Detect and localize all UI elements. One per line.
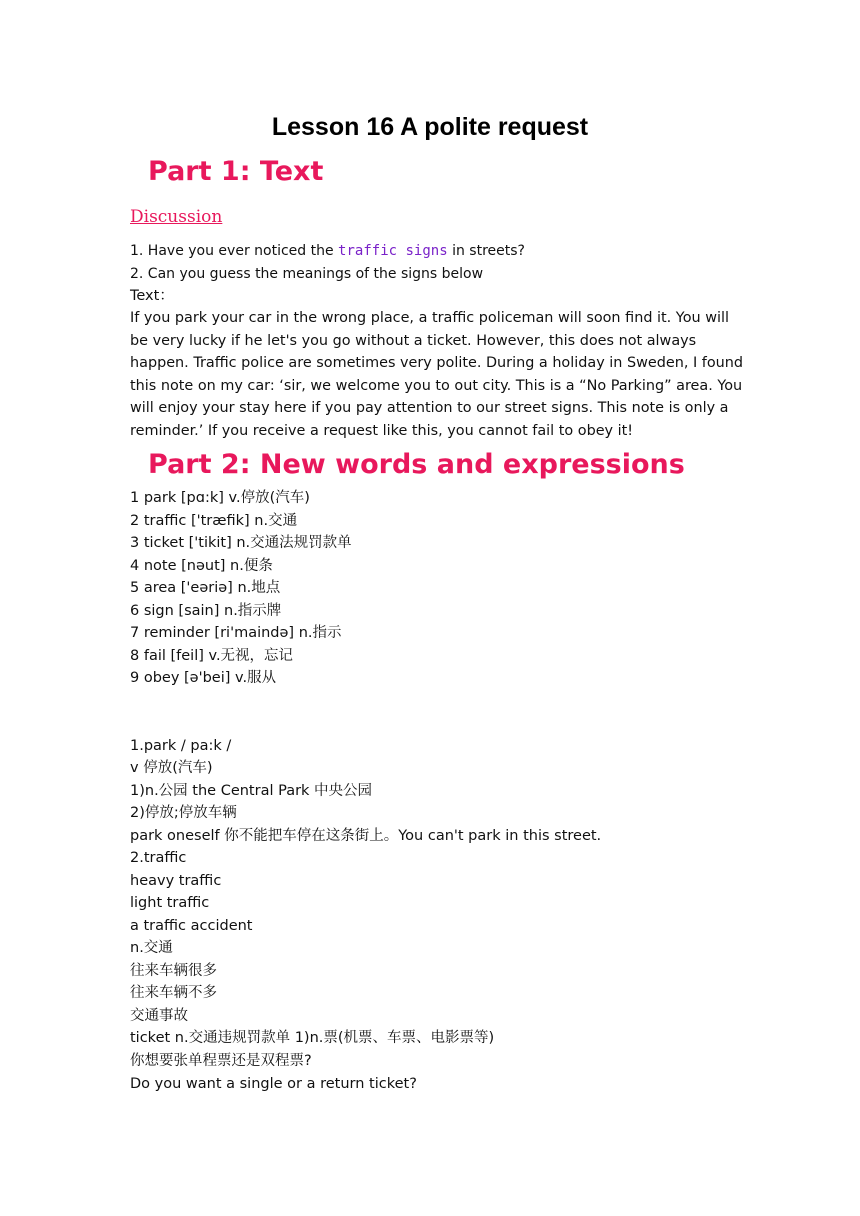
text-line: be very lucky if he let's you go without a ticket. However, this does not always <box>130 332 697 349</box>
note-line: a traffic accident <box>130 918 253 934</box>
vocab-item: 9 obey [ə'bei] v.服从 <box>130 670 277 686</box>
vocab-item: 2 traffic ['træfik] n.交通 <box>130 513 298 529</box>
vocab-item: 3 ticket ['tikit] n.交通法规罚款单 <box>130 535 352 551</box>
note-line: 交通事故 <box>130 1008 188 1024</box>
note-line: ticket n.交通违规罚款单 1)n.票(机票、车票、电影票等) <box>130 1030 495 1046</box>
vocab-item: 4 note [nəut] n.便条 <box>130 558 273 574</box>
text-line: will enjoy your stay here if you pay attention to our street signs. This note is only a <box>130 400 729 417</box>
note-line: 2)停放;停放车辆 <box>130 805 237 821</box>
vocab-item: 5 area ['eəriə] n.地点 <box>130 580 281 596</box>
text-line: happen. Traffic police are sometimes very polite. During a holiday in Sweden, I found <box>130 355 744 372</box>
text-line: this note on my car: ‘sir, we welcome you to out city. This is a “No Parking” area. You <box>130 377 743 394</box>
note-line: n.交通 <box>130 940 173 956</box>
vocab-item: 8 fail [feil] v.无视，忘记 <box>130 648 294 664</box>
question-2: 2. Can you guess the meanings of the signs below <box>130 266 484 282</box>
note-line: 1.park / pa:k / <box>130 738 232 754</box>
text-line: reminder.’ If you receive a request like this, you cannot fail to obey it! <box>130 422 634 439</box>
note-line: v 停放(汽车) <box>130 760 213 776</box>
question-1 <box>130 240 525 262</box>
note-line: 1)n.公园 the Central Park 中央公园 <box>130 783 373 799</box>
text-paragraph <box>130 307 744 443</box>
question-1-prefix: 1. Have you ever noticed the <box>130 243 339 259</box>
part1-heading: Part 1: Text <box>148 156 324 187</box>
question-1-suffix: in streets? <box>447 243 525 259</box>
note-line: park oneself 你不能把车停在这条街上。You can't park in this street. <box>130 828 602 844</box>
vocab-item: 1 park [pɑ:k] v.停放(汽车) <box>130 490 310 506</box>
part2-heading: Part 2: New words and expressions <box>148 449 685 480</box>
note-line: 2.traffic <box>130 850 187 866</box>
note-line: heavy traffic <box>130 873 222 889</box>
lesson-title: Lesson 16 A polite request <box>271 113 589 141</box>
note-line: 你想要张单程票还是双程票? <box>130 1053 312 1069</box>
vocab-item: 7 reminder [ri'maində] n.指示 <box>130 625 342 641</box>
note-line: 往来车辆很多 <box>130 963 217 979</box>
text-line: If you park your car in the wrong place, a traffic policeman will soon find it. You will <box>130 310 729 326</box>
note-line: Do you want a single or a return ticket? <box>130 1076 417 1092</box>
note-line: 往来车辆不多 <box>130 985 217 1001</box>
note-line: light traffic <box>130 895 210 911</box>
vocab-item: 6 sign [sain] n.指示牌 <box>130 603 282 619</box>
discussion-label: Discussion <box>130 207 223 227</box>
traffic-signs-highlight: traffic signs <box>338 243 448 259</box>
text-label: Text： <box>130 288 174 304</box>
